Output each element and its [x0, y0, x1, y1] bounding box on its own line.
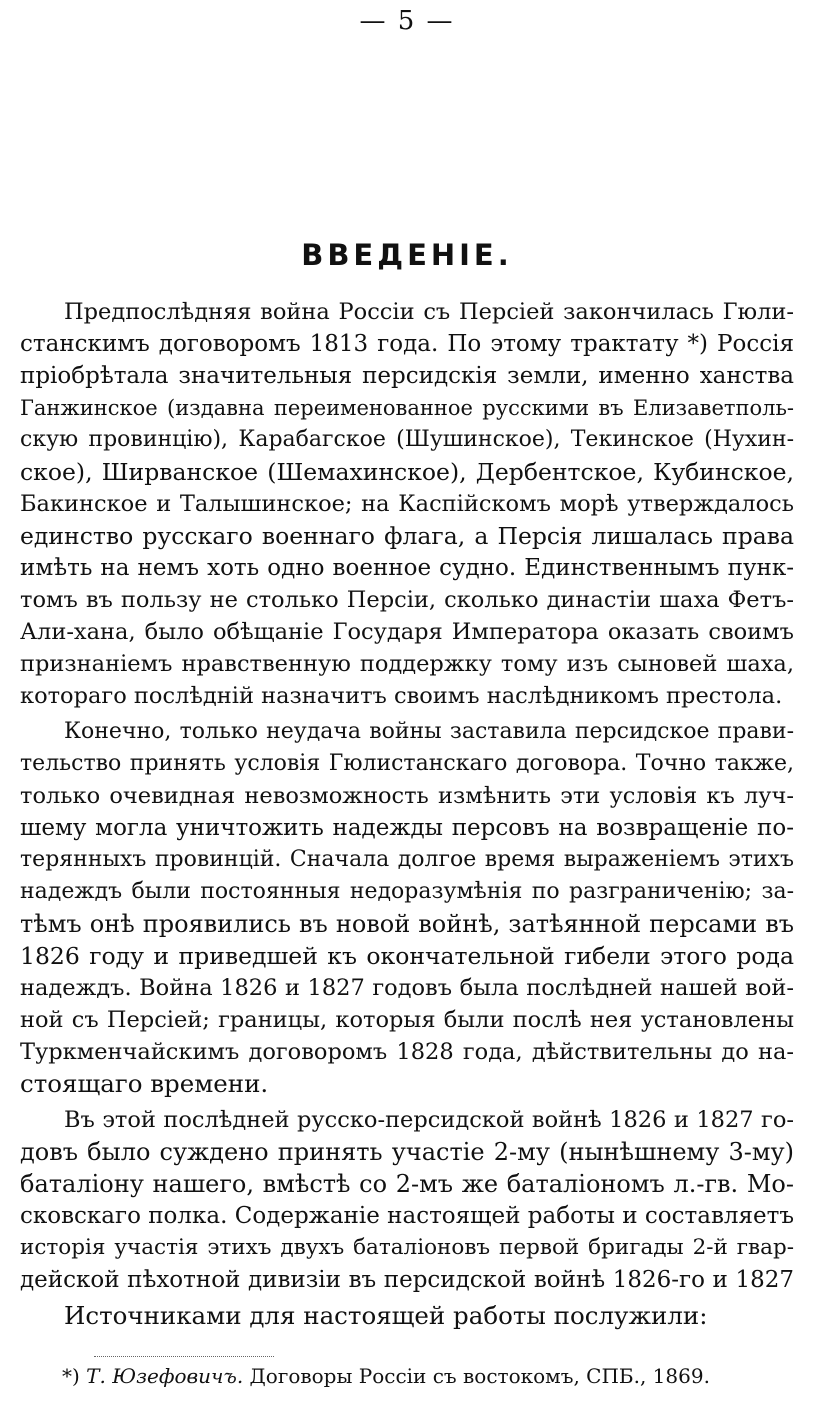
text-line: ское), Ширванское (Шемахинское), Дербентское, Кубинское, [20, 458, 794, 486]
text-line: Бакинское и Талышинское; на Каспійскомъ морѣ утверждалось [20, 491, 794, 517]
text-line: исторія участія этихъ двухъ баталіоновъ первой бригады 2-й гвар- [20, 1235, 794, 1260]
text-line: надеждъ. Война 1826 и 1827 годовъ была послѣдней нашей вой- [20, 975, 794, 1001]
text-line: томъ въ пользу не столько Персіи, сколько династіи шаха Фетъ- [20, 587, 794, 613]
footnote-marker: *) [62, 1364, 80, 1388]
text-line: единство русскаго военнаго флага, а Персія лишалась права [20, 522, 794, 550]
footnote-rule [94, 1356, 274, 1357]
text-line: котораго послѣдній назначитъ своимъ наслѣдникомъ престола. [20, 683, 783, 709]
text-line: пріобрѣтала значительныя персидскія земли, именно ханства [20, 363, 794, 389]
footnote-author: Т. Юзефовичъ. [86, 1364, 244, 1388]
text-line: признаніемъ нравственную поддержку тому изъ сыновей шаха, [20, 651, 794, 677]
text-line: Ганжинское (издавна переименованное русскими въ Елизаветполь- [20, 396, 794, 420]
chapter-heading: ВВЕДЕНІЕ. [301, 238, 513, 272]
text-line: Предпослѣдняя война Россіи съ Персіей закончилась Гюли- [64, 299, 794, 325]
text-line: дейской пѣхотной дивизіи въ персидской войнѣ 1826-го и 1827 [20, 1267, 794, 1293]
text-line: ной съ Персіей; границы, которыя были послѣ нея установлены [20, 1007, 794, 1033]
text-line: Туркменчайскимъ договоромъ 1828 года, дѣйствительны до на- [20, 1039, 794, 1065]
text-line: сковскаго полка. Содержаніе настоящей работы и составляетъ [20, 1203, 794, 1229]
text-line: тѣмъ онѣ проявились въ новой войнѣ, затѣянной персами въ [20, 910, 794, 938]
text-line: надеждъ были постоянныя недоразумѣнія по разграниченію; за- [20, 879, 794, 904]
text-line: стоящаго времени. [20, 1069, 269, 1098]
text-line: только очевидная невозможность измѣнить эти условія къ луч- [20, 783, 794, 809]
text-line: 1826 году и приведшей къ окончательной гибели этого рода [20, 942, 794, 970]
text-line: Конечно, только неудача войны заставила персидское прави- [64, 719, 794, 744]
footnote [62, 1362, 782, 1390]
text-line: станскимъ договоромъ 1813 года. По этому трактату *) Россія [20, 331, 794, 357]
text-line: тельство принять условія Гюлистанскаго договора. Точно также, [20, 751, 794, 776]
text-line: Источниками для настоящей работы послужили: [64, 1301, 708, 1330]
text-line: довъ было суждено принять участіе 2-му (нынѣшнему 3-му) [20, 1138, 794, 1166]
text-line: Въ этой послѣдней русско-персидской войнѣ 1826 и 1827 го- [64, 1107, 794, 1133]
text-line: шему могла уничтожить надежды персовъ на возвращеніе по- [20, 815, 794, 841]
text-line: терянныхъ провинцій. Сначала долгое время выраженіемъ этихъ [20, 847, 794, 872]
footnote-text: Договоры Россіи съ востокомъ, СПБ., 1869. [249, 1364, 710, 1388]
page-number: — 5 — [359, 6, 455, 36]
text-line: скую провинцію), Карабагское (Шушинское), Текинское (Нухин- [20, 427, 794, 452]
text-line: Али-хана, было обѣщаніе Государя Императора оказать своимъ [20, 619, 794, 645]
text-line: имѣть на немъ хоть одно военное судно. Единственнымъ пунк- [20, 555, 794, 581]
text-line: баталіону нашего, вмѣстѣ со 2-мъ же баталіономъ л.-гв. Мо- [20, 1170, 794, 1198]
